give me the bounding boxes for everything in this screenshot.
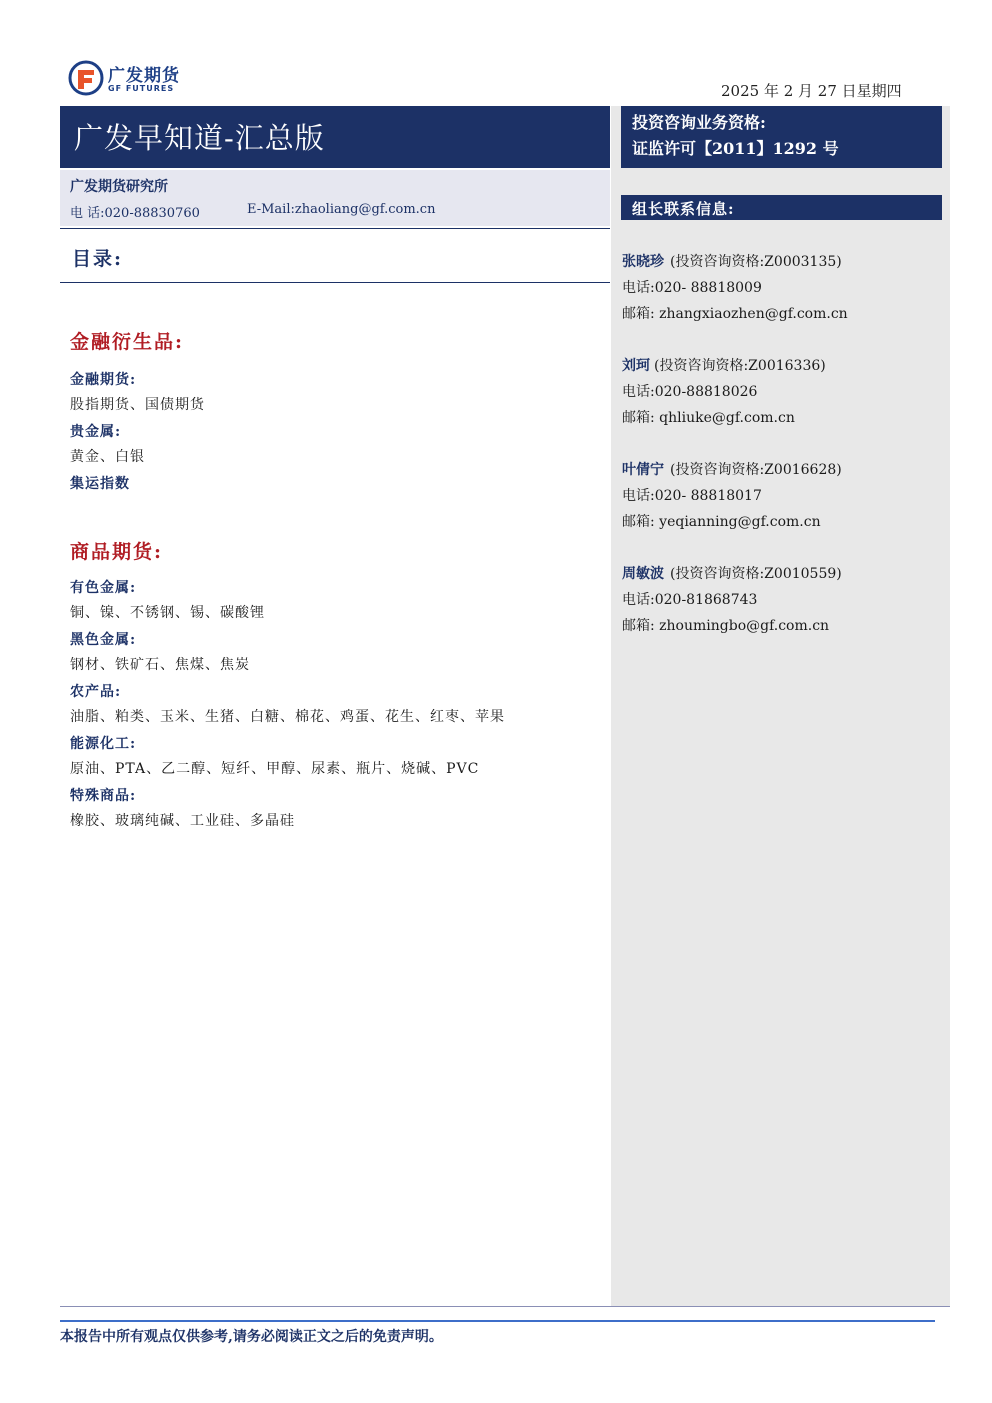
contact-qualification: (投资咨询资格:Z0010559) bbox=[670, 566, 842, 582]
disclaimer: 本报告中所有观点仅供参考,请务必阅读正文之后的免责声明。 bbox=[60, 1329, 443, 1345]
gf-futures-logo bbox=[68, 60, 198, 100]
divider bbox=[60, 228, 610, 229]
contact-name: 叶倩宁 bbox=[622, 462, 664, 478]
category-special-commodities[interactable]: 特殊商品: bbox=[70, 788, 137, 804]
institute-tel: 电 话:020-88830760 bbox=[70, 206, 200, 221]
institute-email[interactable]: E-Mail:zhaoliang@gf.com.cn bbox=[247, 202, 436, 217]
items-special-commodities[interactable]: 橡胶、玻璃纯碱、工业硅、多晶硅 bbox=[70, 813, 295, 829]
contact-name: 周敏波 bbox=[622, 566, 664, 582]
contact-email[interactable]: 邮箱: zhangxiaozhen@gf.com.cn bbox=[622, 306, 848, 322]
contact-phone: 电话:020-88818026 bbox=[622, 384, 758, 400]
contact-phone: 电话:020-81868743 bbox=[622, 592, 758, 608]
category-nonferrous[interactable]: 有色金属: bbox=[70, 580, 137, 596]
toc-heading: 目录: bbox=[72, 248, 124, 270]
section-commodity-futures[interactable]: 商品期货: bbox=[70, 541, 164, 563]
title-bar bbox=[60, 106, 610, 168]
items-agriculture[interactable]: 油脂、粕类、玉米、生猪、白糖、棉花、鸡蛋、花生、红枣、苹果 bbox=[70, 709, 505, 725]
category-agriculture[interactable]: 农产品: bbox=[70, 684, 122, 700]
contact-phone: 电话:020- 88818009 bbox=[622, 280, 762, 296]
footer-divider bbox=[60, 1306, 950, 1307]
category-ferrous[interactable]: 黑色金属: bbox=[70, 632, 137, 648]
footer-divider-accent bbox=[60, 1320, 935, 1322]
contact-email[interactable]: 邮箱: qhliuke@gf.com.cn bbox=[622, 410, 795, 426]
contact-phone: 电话:020- 88818017 bbox=[622, 488, 762, 504]
qualification-license: 证监许可【2011】1292 号 bbox=[632, 139, 839, 158]
items-nonferrous[interactable]: 铜、镍、不锈钢、锡、碳酸锂 bbox=[70, 605, 265, 621]
logo-text-cn: 广发期货 bbox=[108, 66, 180, 86]
report-date: 2025 年 2 月 27 日星期四 bbox=[721, 82, 902, 100]
qualification-box bbox=[621, 106, 942, 168]
items-financial-futures[interactable]: 股指期货、国债期货 bbox=[70, 397, 205, 413]
category-precious-metals[interactable]: 贵金属: bbox=[70, 424, 122, 440]
contact-qualification: (投资咨询资格:Z0016628) bbox=[670, 462, 842, 478]
category-container-index[interactable]: 集运指数 bbox=[70, 476, 130, 492]
institute-box bbox=[60, 170, 610, 226]
institute-name: 广发期货研究所 bbox=[70, 179, 168, 195]
qualification-label: 投资咨询业务资格: bbox=[632, 113, 766, 132]
report-title: 广发早知道-汇总版 bbox=[74, 121, 325, 155]
contact-name: 张晓珍 bbox=[622, 254, 664, 270]
section-financial-derivatives[interactable]: 金融衍生品: bbox=[70, 331, 185, 353]
contact-header-label: 组长联系信息: bbox=[632, 200, 735, 218]
contact-header bbox=[621, 195, 942, 220]
logo-text-en: GF FUTURES bbox=[108, 84, 175, 93]
category-energy-chemicals[interactable]: 能源化工: bbox=[70, 736, 137, 752]
contact-qualification: (投资咨询资格:Z0003135) bbox=[670, 254, 842, 270]
items-ferrous[interactable]: 钢材、铁矿石、焦煤、焦炭 bbox=[70, 657, 250, 673]
contact-email[interactable]: 邮箱: zhoumingbo@gf.com.cn bbox=[622, 618, 830, 634]
category-financial-futures[interactable]: 金融期货: bbox=[70, 372, 137, 388]
contact-name: 刘珂 bbox=[622, 358, 650, 374]
items-energy-chemicals[interactable]: 原油、PTA、乙二醇、短纤、甲醇、尿素、瓶片、烧碱、PVC bbox=[70, 761, 480, 777]
contact-qualification: (投资咨询资格:Z0016336) bbox=[654, 358, 826, 374]
contact-email[interactable]: 邮箱: yeqianning@gf.com.cn bbox=[622, 514, 821, 530]
items-precious-metals[interactable]: 黄金、白银 bbox=[70, 449, 145, 465]
divider bbox=[60, 282, 610, 283]
gf-logo-icon bbox=[68, 60, 104, 96]
